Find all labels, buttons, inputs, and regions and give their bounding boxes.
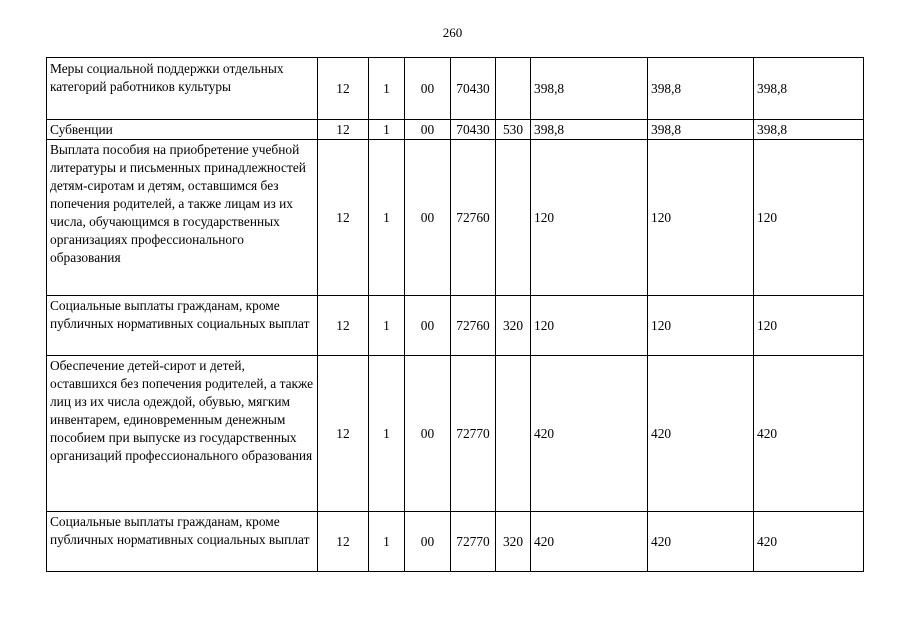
article-cell: 72760 (451, 296, 496, 356)
row-description: Социальные выплаты гражданам, кроме публичных нормативных социальных выплат (47, 296, 318, 356)
row-description: Социальные выплаты гражданам, кроме публичных нормативных социальных выплат (47, 512, 318, 572)
article-cell: 72760 (451, 140, 496, 296)
section-cell: 12 (318, 356, 369, 512)
row-description: Обеспечение детей-сирот и детей, оставшихся без попечения родителей, а также лиц из их числа одеждой, обувью, мягким инвентарем, единовременным денежным пособием при выпуске из государственных организаций профессионального образования (47, 356, 318, 512)
sum-cell-1: 120 (531, 140, 648, 296)
section-cell: 12 (318, 120, 369, 140)
program-cell: 00 (405, 58, 451, 120)
section-cell: 12 (318, 140, 369, 296)
sum-cell-3: 120 (754, 296, 864, 356)
table-row (47, 120, 864, 140)
section-cell: 12 (318, 296, 369, 356)
expense-type-cell (496, 356, 531, 512)
sum-cell-2: 420 (648, 512, 754, 572)
sum-cell-3: 398,8 (754, 120, 864, 140)
sum-cell-3: 420 (754, 512, 864, 572)
sum-cell-3: 120 (754, 140, 864, 296)
sum-cell-1: 120 (531, 296, 648, 356)
program-cell: 00 (405, 140, 451, 296)
table-row (47, 58, 864, 120)
sum-cell-2: 120 (648, 140, 754, 296)
table-row (47, 140, 864, 296)
row-description: Субвенции (47, 120, 318, 140)
program-cell: 00 (405, 356, 451, 512)
table-row (47, 512, 864, 572)
table-row (47, 356, 864, 512)
subsection-cell: 1 (369, 58, 405, 120)
subsection-cell: 1 (369, 512, 405, 572)
sum-cell-3: 398,8 (754, 58, 864, 120)
row-description: Меры социальной поддержки отдельных категорий работников культуры (47, 58, 318, 120)
subsection-cell: 1 (369, 356, 405, 512)
sum-cell-2: 398,8 (648, 120, 754, 140)
sum-cell-2: 398,8 (648, 58, 754, 120)
subsection-cell: 1 (369, 296, 405, 356)
program-cell: 00 (405, 296, 451, 356)
table-row (47, 296, 864, 356)
program-cell: 00 (405, 512, 451, 572)
expense-type-cell (496, 58, 531, 120)
expense-type-cell: 320 (496, 512, 531, 572)
expense-type-cell: 530 (496, 120, 531, 140)
sum-cell-1: 398,8 (531, 58, 648, 120)
sum-cell-1: 420 (531, 512, 648, 572)
section-cell: 12 (318, 512, 369, 572)
subsection-cell: 1 (369, 140, 405, 296)
expense-type-cell (496, 140, 531, 296)
section-cell: 12 (318, 58, 369, 120)
article-cell: 72770 (451, 356, 496, 512)
sum-cell-1: 398,8 (531, 120, 648, 140)
article-cell: 70430 (451, 58, 496, 120)
sum-cell-2: 120 (648, 296, 754, 356)
subsection-cell: 1 (369, 120, 405, 140)
sum-cell-3: 420 (754, 356, 864, 512)
program-cell: 00 (405, 120, 451, 140)
budget-table (46, 57, 864, 572)
sum-cell-1: 420 (531, 356, 648, 512)
expense-type-cell: 320 (496, 296, 531, 356)
sum-cell-2: 420 (648, 356, 754, 512)
row-description: Выплата пособия на приобретение учебной литературы и письменных принадлежностей детям-сиротам и детям, оставшимся без попечения родителей, а также лицам из их числа, обучающимся в государственных организациях профессионального образования (47, 140, 318, 296)
page-number: 260 (442, 25, 463, 40)
article-cell: 70430 (451, 120, 496, 140)
article-cell: 72770 (451, 512, 496, 572)
